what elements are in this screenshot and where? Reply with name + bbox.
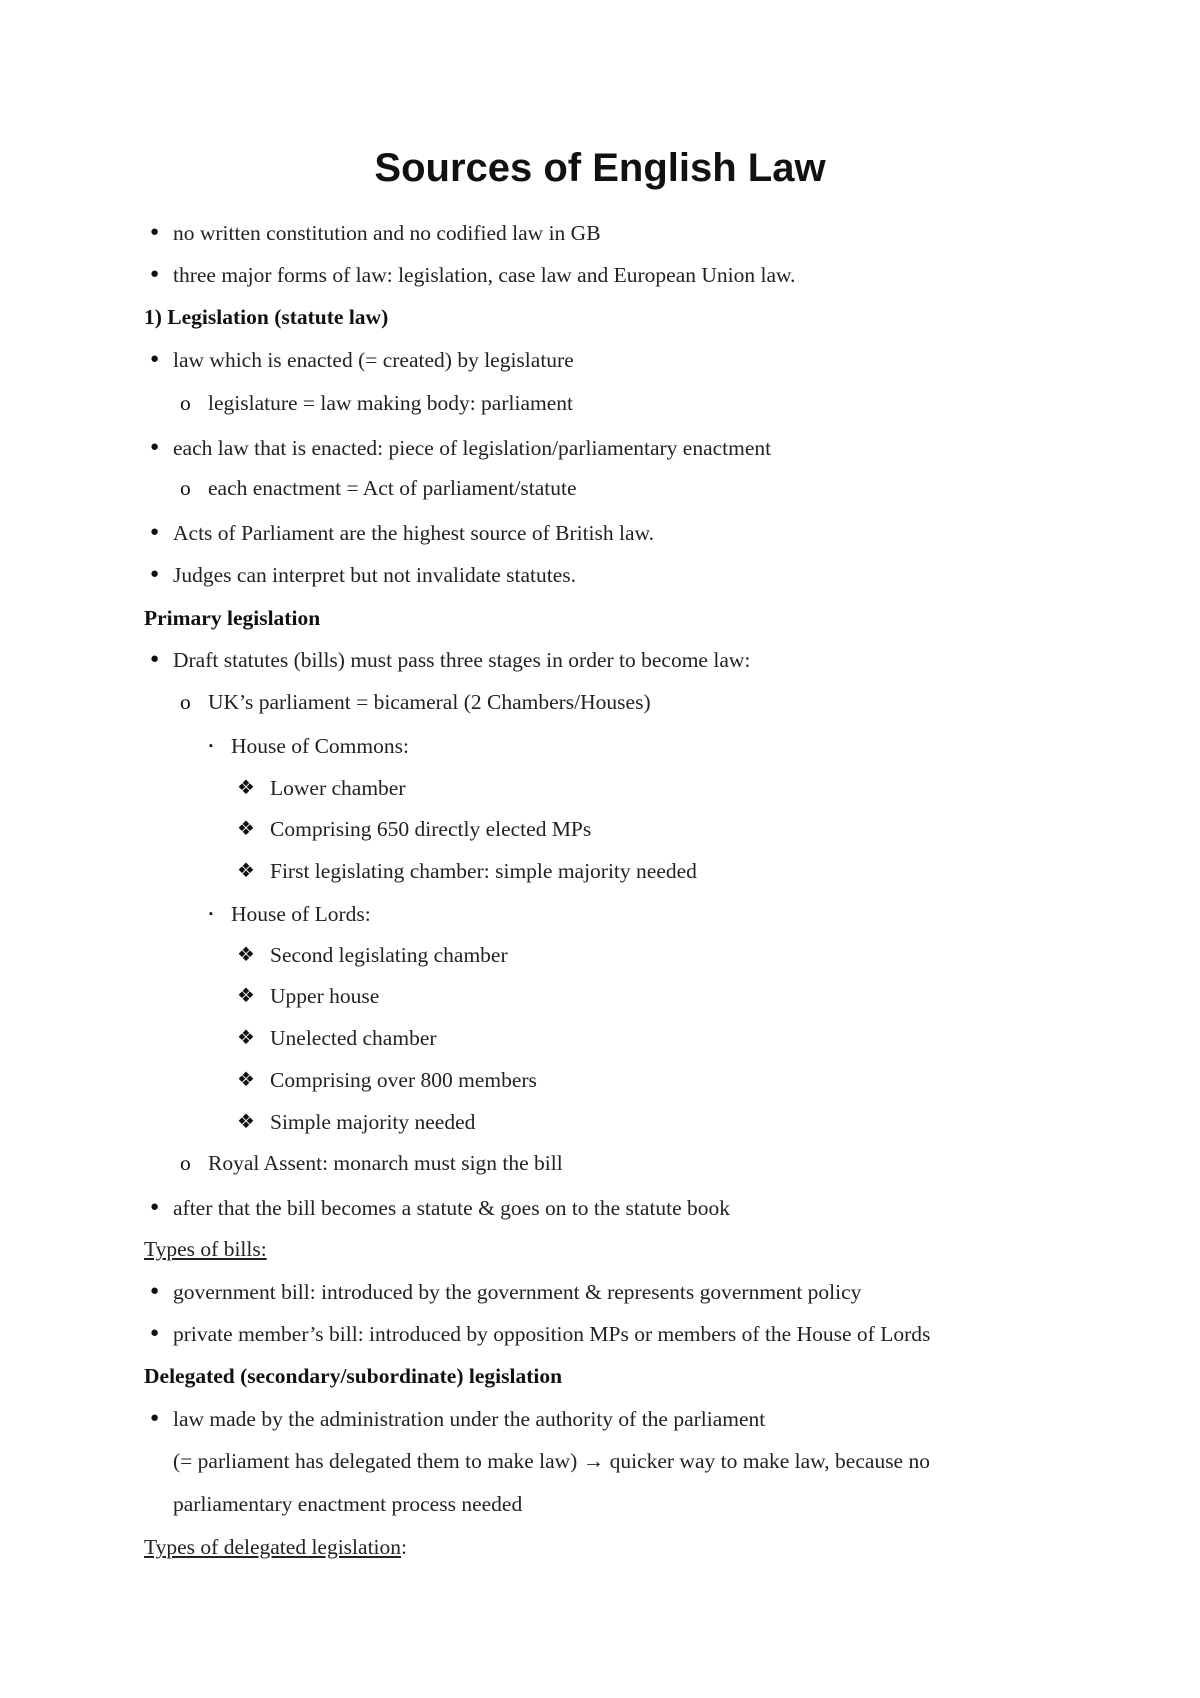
bullet-marker: ● [150, 524, 160, 540]
bullet-marker: ● [150, 439, 160, 455]
bullet-marker: ● [150, 351, 160, 367]
bullet-marker: ● [150, 266, 160, 282]
legislation-line-1: law which is enacted (= created) by legislature [173, 348, 574, 372]
section-heading-bills: Types of bills: [144, 1237, 267, 1261]
diamond-marker: ❖ [237, 1027, 255, 1049]
primary-sub-1: UK’s parliament = bicameral (2 Chambers/Houses) [208, 690, 651, 714]
after-assent: after that the bill becomes a statute & goes on to the statute book [173, 1196, 731, 1220]
bullet-marker: ● [150, 566, 160, 582]
royal-assent: Royal Assent: monarch must sign the bill [208, 1151, 563, 1175]
lords-label: House of Lords: [231, 902, 371, 926]
section-heading-delegated: Delegated (secondary/subordinate) legislation [144, 1364, 563, 1388]
circle-marker: o [180, 476, 191, 500]
legislation-sub-2: each enactment = Act of parliament/statute [208, 476, 577, 500]
section-heading-delegated-types [144, 1533, 407, 1561]
section-heading-primary: Primary legislation [144, 606, 321, 630]
page-title: Sources of English Law [374, 146, 826, 190]
diamond-marker: ❖ [237, 818, 255, 840]
diamond-marker: ❖ [237, 944, 255, 966]
bullet-marker: ● [150, 1410, 160, 1426]
bill-type-1: government bill: introduced by the government & represents government policy [173, 1280, 862, 1304]
bill-type-2: private member’s bill: introduced by opposition MPs or members of the House of Lords [173, 1322, 931, 1346]
commons-item-2: Comprising 650 directly elected MPs [270, 817, 592, 841]
bullet-marker: ● [150, 224, 160, 240]
legislation-sub-1: legislature = law making body: parliament [208, 391, 573, 415]
bullet-marker: ● [150, 651, 160, 667]
circle-marker: o [180, 690, 191, 714]
section-heading-legislation: 1) Legislation (statute law) [144, 305, 389, 329]
lords-item-4: Comprising over 800 members [270, 1068, 537, 1092]
commons-label: House of Commons: [231, 734, 409, 758]
square-marker: ▪ [209, 740, 213, 752]
square-marker: ▪ [209, 908, 213, 920]
lords-item-3: Unelected chamber [270, 1026, 437, 1050]
primary-line-1: Draft statutes (bills) must pass three stages in order to become law: [173, 648, 751, 672]
bullet-marker: ● [150, 1283, 160, 1299]
diamond-marker: ❖ [237, 985, 255, 1007]
delegated-types-heading-text: Types of delegated legislation [144, 1535, 402, 1559]
delegated-line-1: law made by the administration under the authority of the parliament [173, 1407, 766, 1431]
legislation-line-2: each law that is enacted: piece of legislation/parliamentary enactment [173, 436, 772, 460]
diamond-marker: ❖ [237, 777, 255, 799]
intro-line-1: no written constitution and no codified law in GB [173, 221, 601, 245]
lords-item-1: Second legislating chamber [270, 943, 508, 967]
lords-item-2: Upper house [270, 984, 380, 1008]
diamond-marker: ❖ [237, 1069, 255, 1091]
diamond-marker: ❖ [237, 1111, 255, 1133]
delegated-line-2: (= parliament has delegated them to make law) → quicker way to make law, because no [173, 1449, 930, 1473]
legislation-line-3: Acts of Parliament are the highest source of British law. [173, 521, 655, 545]
lords-item-5: Simple majority needed [270, 1110, 476, 1134]
commons-item-3: First legislating chamber: simple majority needed [270, 859, 697, 883]
diamond-marker: ❖ [237, 860, 255, 882]
bullet-marker: ● [150, 1199, 160, 1215]
bullet-marker: ● [150, 1325, 160, 1341]
delegated-types-colon: : [401, 1535, 407, 1559]
legislation-line-4: Judges can interpret but not invalidate statutes. [173, 563, 577, 587]
delegated-line-3: parliamentary enactment process needed [173, 1492, 523, 1516]
circle-marker: o [180, 1151, 191, 1175]
circle-marker: o [180, 391, 191, 415]
intro-line-2: three major forms of law: legislation, case law and European Union law. [173, 263, 796, 287]
commons-item-1: Lower chamber [270, 776, 406, 800]
